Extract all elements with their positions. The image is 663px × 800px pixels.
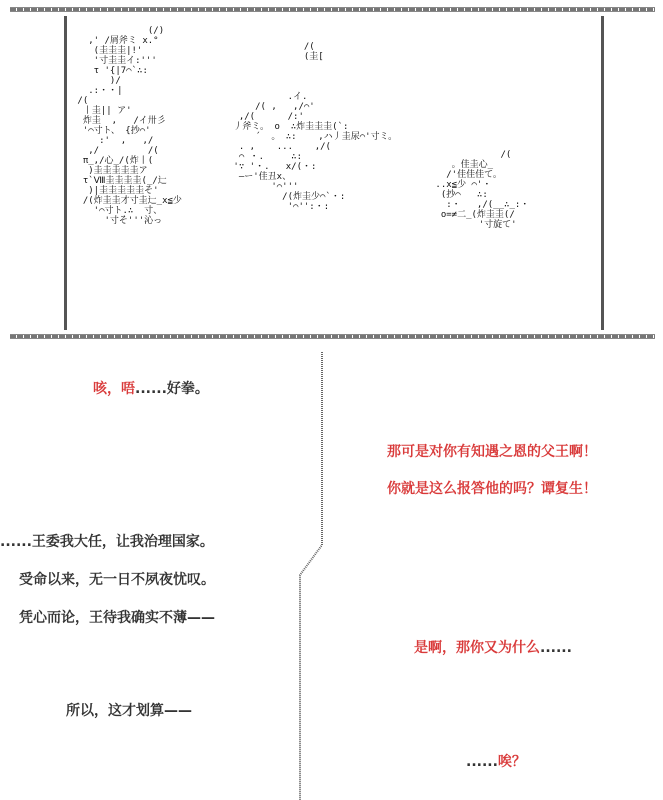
dialogue-line-6: 那可是对你有知遇之恩的父王啊！: [387, 444, 597, 460]
dialogue-line-7: 你就是这么报答他的吗？谭复生！: [387, 481, 597, 497]
dialogue-line-5: 所以，这才划算——: [66, 703, 192, 719]
ascii-art-middle: /( (圭[ .イ. /( , ,/⌒' ,/( /:' 丿斧ミ。 o ∴炸圭圭圭(`: ´ 。 ∴: ,ハ丿圭尿⌒'寸ミ。 . , ... ,/( ⌒ ・. ∴: '∵ '・. x/(・: ―ー'佳丑x、 '⌒''' /(炸圭少⌒`・: '⌒'':・:: [233, 42, 398, 212]
ascii-art-right: /( 。佳圭心_ /'佳佳佳て。 ..x≦少 ⌒'・ (抄⌒ ∴: :・ ,/(__∴_:・ o=≠二_(炸圭圭(/ '寸旋て': [435, 150, 530, 230]
dialogue-line-3: 受命以来，无一日不夙夜忧叹。: [19, 572, 215, 588]
dialogue-line-9: [466, 751, 526, 771]
speaker-question: 唉？: [497, 754, 526, 770]
dialogue-line-1: [93, 378, 209, 398]
dialogue-text: ......: [540, 640, 572, 656]
dialogue-line-2: ......王委我大任，让我治理国家。: [0, 534, 214, 550]
dialogue-line-8: [414, 637, 572, 657]
ascii-art-left: (/) ,' /屑斧ミ x.° (圭圭圭|!' '寸圭圭イ:''' τ '{|7⌒`∴: )/ .:・・| /( 丨圭|| ア' 炸圭 , /イ卅彡 '⌒寸ト、 {抄⌒' :' , ,/ ,/ /( π_,/心_/(炸丨( )圭圭圭圭圭ア τ`Ⅷ圭圭圭圭(_/辷 )|圭圭圭圭圭そ' /(炸圭圭才寸圭辷_x≦少 '⌒寸ト.∴ 寸、 '寸そ'''沁っ: [77, 26, 182, 226]
dialogue-line-4: 凭心而论，王待我确实不薄——: [19, 610, 215, 626]
dialogue-text: ......好拳。: [135, 381, 209, 397]
speaker-question: 是啊，那你又为什么: [414, 640, 540, 656]
speaker-exclaim: 咳，唔: [93, 381, 135, 397]
dialogue-text: ......: [466, 754, 498, 770]
